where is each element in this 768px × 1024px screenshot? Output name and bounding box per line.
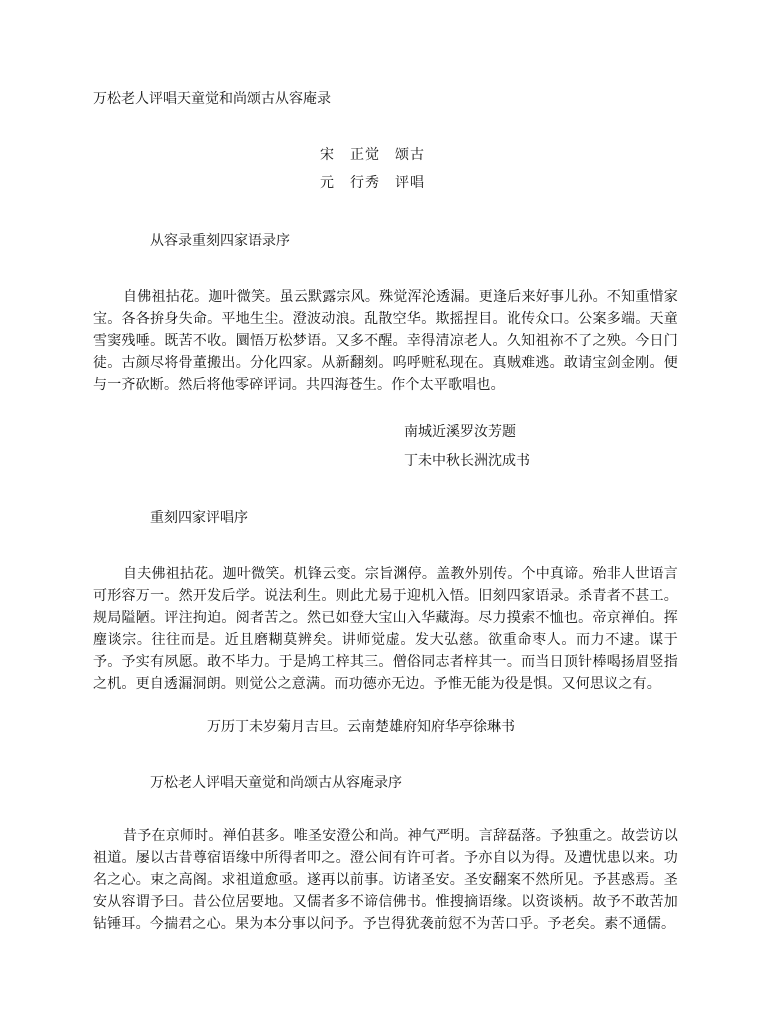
preface-3-body: 昔予在京师时。禅伯甚多。唯圣安澄公和尚。神气严明。言辞磊落。予独重之。故尝访以祖道。屡以古昔尊宿语缘中所得者叩之。澄公间有许可者。予亦自以为得。及遭忧患以来。功名之心。束之高阁。求祖道愈亟。遂再以前事。访诸圣安。圣安翻案不然所见。予甚惑焉。圣安从容谓予曰。昔公位居要地。又儒者多不谛信佛书。惟搜摘语缘。以资谈柄。故予不敢苦加钻锤耳。今揣君之心。果为本分事以问予。予岂得犹袭前愆不为苦口乎。予老矣。素不通儒。	[93, 828, 678, 932]
preface-2-heading: 重刻四家评唱序	[150, 510, 248, 526]
preface-1-heading: 从容录重刻四家语录序	[150, 233, 290, 249]
preface-1-sign-1: 南城近溪罗汝芳题	[404, 424, 516, 440]
author-line-2: 元 行秀 评唱	[320, 175, 425, 191]
preface-1-sign-2: 丁未中秋长洲沈成书	[404, 453, 530, 469]
preface-3-heading: 万松老人评唱天童觉和尚颂古从容庵录序	[150, 775, 402, 791]
author-line-1: 宋 正觉 颂古	[320, 147, 425, 163]
preface-2-body: 自夫佛祖拈花。迦叶微笑。机锋云变。宗旨渊停。盖教外别传。个中真谛。殆非人世语言可形容万一。然开发后学。说法利生。则此尤易于迎机入悟。旧刻四家语录。杀青者不甚工。规局隘陋。评注拘迫。阅者苦之。然已如登大宝山入华藏海。尽力摸索不恤也。帝京禅伯。挥麈谈宗。往往而是。近且磨糊莫辨矣。讲师觉虚。发大弘慈。欲重命枣人。而力不逮。谋于予。予实有夙愿。敢不毕力。于是鸠工梓其三。僧俗同志者梓其一。而当日顶针棒喝扬眉竖指之机。更自透漏洞朗。则觉公之意满。而功德亦无边。予惟无能为役是惧。又何思议之有。	[93, 566, 678, 692]
document-title: 万松老人评唱天童觉和尚颂古从容庵录	[93, 91, 331, 107]
preface-2-sign: 万历丁未岁菊月吉旦。云南楚雄府知府华亭徐琳书	[207, 719, 515, 735]
preface-1-body: 自佛祖拈花。迦叶微笑。虽云默露宗风。殊觉浑沦透漏。更逢后来好事儿孙。不知重惜家宝。各各拚身失命。平地生尘。澄波动浪。乱散空华。欺摇捏目。讹传众口。公案多端。天童雪窦残唾。既苦不收。圜悟万松梦语。又多不醒。幸得清凉老人。久知祖祢不了之殃。今日门徒。古颜尽将骨董搬出。分化四家。从新翻刻。呜呼赃私现在。真贼难逃。敢请宝剑金刚。便与一齐砍断。然后将他零碎评词。共四海苍生。作个太平歌唱也。	[93, 289, 678, 393]
